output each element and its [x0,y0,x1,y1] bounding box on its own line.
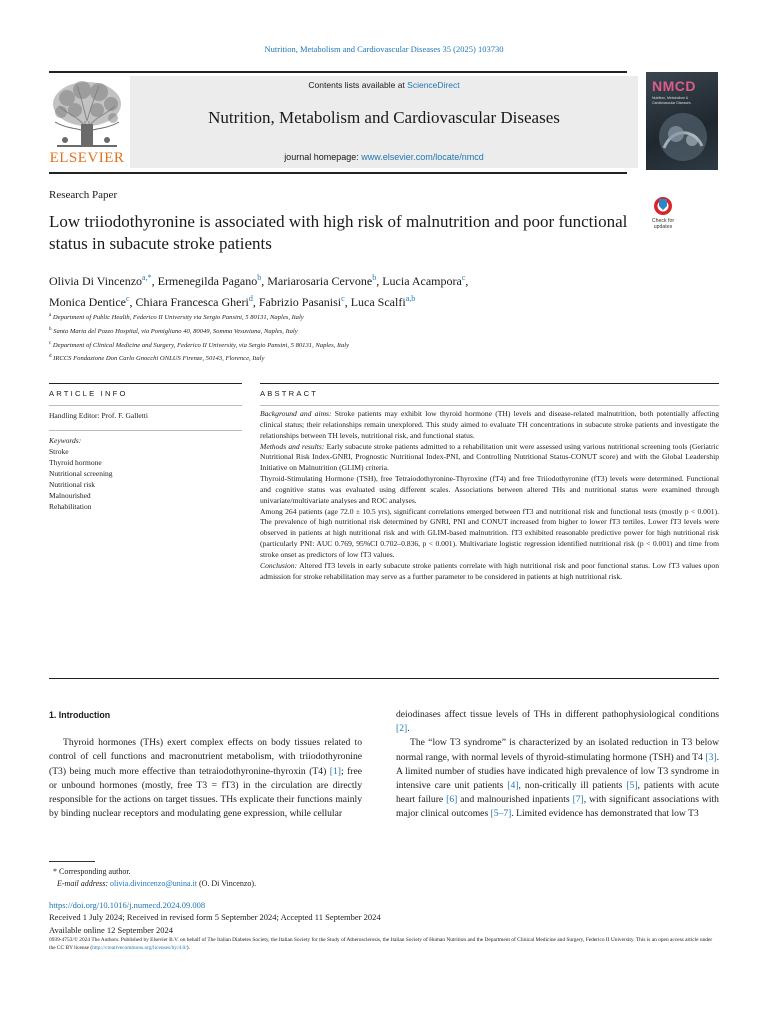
footnotes [49,866,256,890]
abstract-background [260,409,719,442]
intro-text: . A limited number of studies have indicated high prevalence of low T3 syndrome in intensive care unit patients [396,751,719,792]
email-note [49,878,256,890]
affiliation-key: c [49,340,52,346]
license-text [49,936,719,952]
abstract-methods-text: Early subacute stroke patients admitted to a rehabilitation unit were assessed using various nutritional screening tools (Geriatric Nutritional Risk Index-GNRI, Prognostic Nutritional Index-PNI, and Controlling Nutritional Status-CONUT score) and with the Global Leadership Initiative on Malnutrition (GLIM) criteria. [260,441,719,473]
corresponding-author-text: Corresponding author. [57,867,131,876]
email-suffix: (O. Di Vincenzo). [196,879,257,888]
intro-paragraph-1 [49,736,362,821]
abstract-background-label: Background and aims: [260,409,332,418]
intro-text: deiodinases affect tissue levels of THs in different pathophysiological conditions [396,709,719,720]
author-name[interactable]: Chiara Francesca Gheri [135,295,249,309]
affiliation-item [49,324,729,338]
cover-subtitle: Nutrition, Metabolism & Cardiovascular Diseases [652,96,691,105]
contents-line [130,80,638,90]
check-for-updates-icon[interactable] [643,195,683,231]
intro-text: , patients with acute heart failure [396,780,719,806]
keywords-rule [49,430,242,431]
keywords-heading: Keywords: [49,436,82,445]
license-text-b: ). [186,945,190,951]
keyword-item[interactable]: Thyroid hormone [49,457,102,467]
affiliation-item [49,351,729,365]
keyword-item[interactable]: Nutritional risk [49,479,96,489]
reference-link[interactable]: [6] [446,794,458,806]
license-link[interactable]: http://creativecommons.org/licenses/by/4.0/ [92,945,187,951]
abstract-rule [260,383,719,384]
reference-link[interactable]: [2] [396,723,408,735]
reference-link[interactable]: [1] [329,765,341,777]
affiliation-list [49,310,729,365]
available-online: Available online 12 September 2024 [49,924,174,935]
journal-cover[interactable] [646,72,718,170]
check-for-updates-label-2: updates [653,224,673,230]
author-affil-mark[interactable]: d [248,294,253,303]
check-for-updates-label: Check for [651,218,675,224]
author-affil-mark[interactable]: b [372,273,377,282]
intro-text: , with significant associations with major clinical outcomes [396,794,719,820]
cover-illustration [654,108,712,166]
affiliation-text: Department of Public Health, Federico II University via Sergio Pansini, 5 80131, Naples, Italy [52,314,304,322]
contents-prefix: Contents lists available at [308,80,408,90]
author-list [49,269,729,311]
author-separator: , [465,274,469,288]
license-text-a: 0939-4753/© 2024 The Authors. Published by Elsevier B.V. on behalf of The Italian Diabetes Society, the Italian Society for the Study of Atherosclerosis, the Italian Society of Human Nutrition and the Department of Clinical Medicine and Surgery, Federico II University. This is an open access article under the CC BY license ( [49,937,713,951]
author-name[interactable]: Lucia Acampora [382,274,462,288]
affiliation-item [49,310,729,324]
abstract-end-rule [49,678,719,679]
header-rule-top [49,71,627,73]
header-rule-bottom [49,172,627,174]
author-affil-mark[interactable]: a,b [405,294,416,303]
sciencedirect-link[interactable]: ScienceDirect [407,80,460,90]
author-affil-mark[interactable]: c [341,294,345,303]
author-affil-mark[interactable]: c [125,294,130,303]
abstract-background-text: Stroke patients may exhibit low thyroid hormone (TH) levels and disease-related malnutrition, both potentially affecting clinical status; their relationships remain unexplored. This study aimed to evaluate TH concentrations in subacute stroke patients and investigate the relationships between TH levels, nutritional risk, and functional status. [260,409,719,440]
author-line-2 [49,290,729,311]
intro-text: The “low T3 syndrome” is characterized by an isolated reduction in T3 below normal range, with normal levels of thyroid-stimulating hormone (TSH) and T4 [396,737,719,763]
homepage-prefix: journal homepage: [284,152,362,162]
keywords-list [49,447,113,512]
abstract-body [260,409,719,583]
intro-text: . Limited evidence has demonstrated that low T3 [511,808,699,820]
homepage-link[interactable]: www.elsevier.com/locate/nmcd [361,152,484,162]
abstract-conclusion [260,561,719,583]
author-separator: , [129,295,136,309]
keyword-item[interactable]: Rehabilitation [49,501,92,511]
author-affil-mark[interactable]: a,* [142,273,152,282]
reference-link[interactable]: [5] [626,780,638,792]
author-line-1 [49,269,729,290]
article-info-subrule [49,405,242,406]
article-info-rule [49,383,242,384]
footnote-rule [49,861,95,862]
received-dates: Received 1 July 2024; Received in revised form 5 September 2024; Accepted 11 September 2024 [49,912,381,923]
journal-citation[interactable]: Nutrition, Metabolism and Cardiovascular Diseases 35 (2025) 103730 [264,44,504,54]
author-separator: , [252,295,259,309]
elsevier-wordmark: ELSEVIER [49,150,125,166]
intro-text: . [407,723,410,735]
abstract-methods [260,442,719,475]
author-name[interactable]: Fabrizio Pasanisi [258,295,342,309]
article-info-heading: ARTICLE INFO [49,389,128,398]
journal-name: Nutrition, Metabolism and Cardiovascular Diseases [208,108,560,127]
author-name[interactable]: Olivia Di Vincenzo [49,274,143,288]
corresponding-author-note [49,866,256,878]
intro-column-right [396,708,719,822]
author-affil-mark[interactable]: c [461,273,466,282]
affiliation-key: b [49,326,52,332]
affiliation-item [49,338,729,352]
email-label: E-mail address: [57,879,111,888]
affiliation-text: IRCCS Fondazione Don Carlo Gnocchi ONLUS Firenze, 50143, Florence, Italy [53,355,265,363]
affiliation-text: Department of Clinical Medicine and Surgery, Federico II University, via Sergio Pansini, 5 80131, Naples, Italy [52,341,350,349]
footnote-mark: * [53,867,57,876]
author-name[interactable]: Monica Dentice [49,295,126,309]
affiliation-key: d [49,354,52,360]
article-title: Low triiodothyronine is associated with high risk of malnutrition and poor functional status in subacute stroke patients [49,212,628,253]
abstract-heading: ABSTRACT [260,389,319,398]
homepage-line [130,152,638,162]
intro-text: ; free or unbound hormones (mostly, free T3 = fT3) in the circulation are directly responsible for the actions on target tissues. THs explicate their functions mainly by binding nuclear receptors and modulating gene expression, while cellular [49,765,362,820]
abstract-paragraph-2: Thyroid-Stimulating Hormone (TSH), free Tetraiodothyronine-Thyroxine (fT4) and free Triiodothyronine (fT3) levels were determined. Functional and cognitive status was evaluated using different scales. Associations between altered THs and nutritional status were examined through univariate/multivariate analyses and ROC analyses. [260,474,719,505]
author-name[interactable]: Luca Scalfi [350,295,406,309]
reference-link[interactable]: [4] [507,780,519,792]
abstract-subrule [260,405,719,406]
intro-column-left [49,708,362,821]
doi-link[interactable]: https://doi.org/10.1016/j.numecd.2024.09.008 [49,900,206,910]
abstract-conclusion-text: Altered fT3 levels in early subacute stroke patients correlate with high nutritional risk and poor functional status. Low fT3 values upon admission for stroke rehabilitation may serve as a further parameter to be considered in patients at high nutritional risk. [260,560,719,581]
keyword-item[interactable]: Nutritional screening [49,468,113,478]
intro-paragraph-2 [396,736,719,821]
intro-paragraph-continued [396,708,719,736]
reference-link[interactable]: [7] [572,794,584,806]
abstract-methods-label: Methods and results: [260,441,325,451]
abstract-paragraph-3: Among 264 patients (age 72.0 ± 10.5 yrs), significant correlations emerged between fT3 and nutritional risk and functional tests (mostly p < 0.001). The prevalence of high nutritional risk determined by GNRI, PNI and CONUT increased from higher to lower fT3 tertiles. Lower fT3 levels were observed in patients at high nutritional risk and with GLIM-based malnutrition. fT3 exhibited reasonable predictive power for high nutritional risk (particularly PNI: AUC 0.769, 95%CI 0.702–0.836, p < 0.001). Multivariate logistic regression identified nutritional risk (p < 0.001) and time from stroke onset as predictors of low fT3 values. [260,506,719,559]
reference-link[interactable]: [5–7] [490,808,512,820]
abstract-conclusion-label: Conclusion: [260,560,298,570]
author-separator: , [376,274,383,288]
author-separator: , [151,274,158,288]
affiliation-text: Santa Maria del Pozzo Hospital, via Pomigliano 40, 80049, Somma Vesuviana, Naples, Italy [53,327,298,335]
intro-text: , non-critically ill patients [518,780,627,792]
intro-heading: 1. Introduction [49,710,111,720]
author-separator: , [261,274,268,288]
keyword-item[interactable]: Malnourished [49,490,91,500]
author-name[interactable]: Ermenegilda Pagano [157,274,258,288]
author-name[interactable]: Mariarosaria Cervone [267,274,373,288]
intro-text: and malnourished inpatients [457,794,573,806]
cover-title: NMCD [652,78,696,94]
author-affil-mark[interactable]: b [257,273,262,282]
reference-link[interactable]: [3] [705,751,717,763]
email-link[interactable]: olivia.divincenzo@unina.it [110,879,197,888]
affiliation-key: a [49,313,52,318]
article-type: Research Paper [49,189,118,201]
handling-editor: Handling Editor: Prof. F. Galletti [49,411,148,420]
intro-text: Thyroid hormones (THs) exert complex effects on body tissues related to control of cell functions and macronutrient metabolism, with triiodothyronine (T3) being much more effective than tetraiodothyronine-thyroxin (T4) [49,737,362,777]
keyword-item[interactable]: Stroke [49,447,69,456]
publication-info [49,899,381,936]
author-separator: , [344,295,351,309]
